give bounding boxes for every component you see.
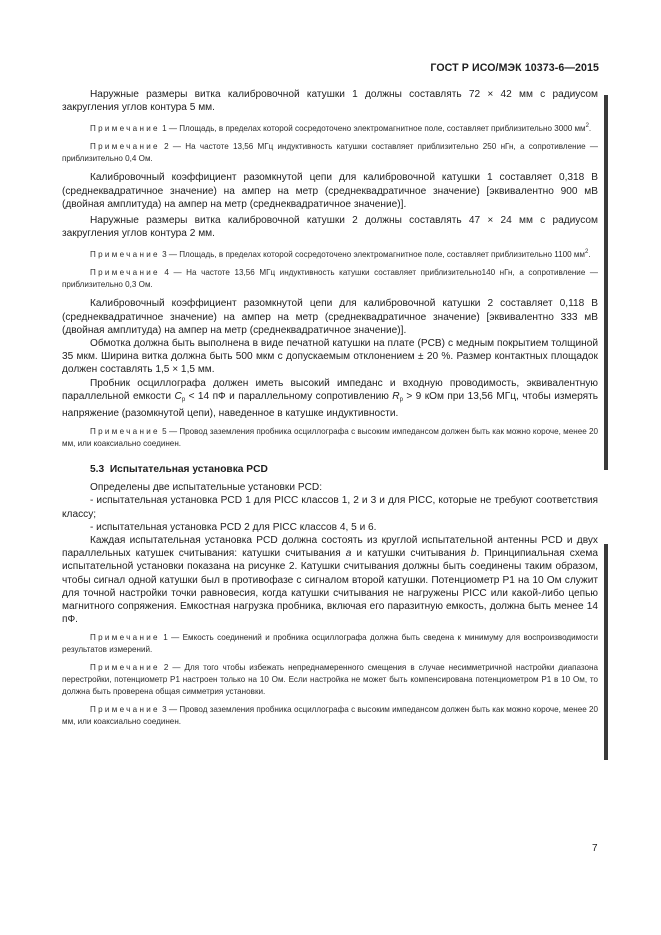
note-text: 5 — Провод заземления пробника осциллографа с высоким импедансом должен быть как можно короче, менее 20 мм, или коаксиально соединен. bbox=[62, 427, 598, 449]
paragraph: Наружные размеры витка калибровочной катушки 2 должны составлять 47 × 24 мм с радиусом закругления углов контура 2 мм. bbox=[62, 215, 598, 240]
page-content bbox=[62, 88, 598, 728]
italic-term: b bbox=[470, 548, 477, 560]
change-bar bbox=[604, 544, 608, 760]
page-number: 7 bbox=[592, 843, 598, 854]
section-number: 5.3 bbox=[90, 464, 105, 476]
document-header: ГОСТ Р ИСО/МЭК 10373-6—2015 bbox=[430, 62, 599, 74]
paragraph: Обмотка должна быть выполнена в виде печатной катушки на плате (PCB) с медным покрытием толщиной 35 мкм. Ширина витка должна быть 500 мкм с допускаемым отклонением ± 20 %. Размер контактных площадок должен составлять 1,5 × 1,5 мм. bbox=[62, 338, 598, 376]
note bbox=[62, 426, 598, 450]
paragraph: Калибровочный коэффициент разомкнутой цепи для калибровочной катушки 2 составляет 0,118 В (среднеквадратичное значение) на ампер на метр (среднеквадратичное значение) [эквивалентно 333 мВ (двойная амплитуда) на ампер на метр (среднеквадратичное значение)]. bbox=[62, 298, 598, 336]
note-text: 1 — Емкость соединений и пробника осциллографа должна быть сведена к минимуму для воспроизводимости результатов измерений. bbox=[62, 633, 598, 655]
paragraph bbox=[62, 534, 598, 626]
note-label: Примечание bbox=[90, 427, 160, 437]
text-run: и катушки считывания bbox=[351, 548, 471, 560]
note-text: 4 — На частоте 13,56 МГц индуктивность катушки составляет приблизительно140 нГн, а сопротивление — приблизительно 0,3 Ом. bbox=[62, 268, 598, 290]
symbol-cp: C bbox=[174, 390, 182, 402]
note-text: 3 — Провод заземления пробника осциллографа с высоким импедансом должен быть как можно короче, менее 20 мм, или коаксиально соединен. bbox=[62, 705, 598, 727]
note-text: 3 — Площадь, в пределах которой сосредоточено электромагнитное поле, составляет приблизительно 1100 мм bbox=[159, 250, 585, 260]
note bbox=[62, 662, 598, 698]
superscript: 2 bbox=[585, 123, 589, 130]
text-run: Каждая испытательная установка PCD должна состоять из круглой испытательной антенны PCD и двух параллельных катушек считывания: катушки считывания bbox=[62, 535, 598, 560]
superscript: 2 bbox=[584, 249, 589, 256]
note-label: Примечание bbox=[90, 663, 160, 673]
note-text: 2 — На частоте 13,56 МГц индуктивность катушки составляет приблизительно 250 нГн, а сопротивление — приблизительно 0,4 Ом. bbox=[62, 142, 598, 164]
change-bar bbox=[604, 95, 608, 470]
note-label: Примечание bbox=[90, 250, 160, 260]
note bbox=[62, 704, 598, 728]
subscript: p bbox=[181, 396, 186, 403]
italic-term: a bbox=[345, 548, 352, 560]
note bbox=[62, 267, 598, 291]
text-run: . Принципиальная схема испытательной установки показана на рисунке 2. Катушки считывания должны быть соединены таким образом, чтобы сигнал одной катушки был в противофазе с сигналом второй катушки. Потенциометр P1 на 10 Ом служит для точной настройки точки равновесия, когда катушки считывания не нагружены PICC или какой-либо цепью магнитного сопряжения. Емкостная нагрузка пробника, включая его паразитную емкость, должна быть менее 14 пФ. bbox=[62, 548, 598, 626]
symbol-rp: R bbox=[392, 390, 400, 402]
note-label: Примечание bbox=[90, 705, 160, 715]
text-run: > 9 кОм при 13,56 МГц, чтобы измерять напряжение (разомкнутой цепи), наведенное в катушке индуктивности. bbox=[62, 390, 598, 420]
note-label: Примечание bbox=[90, 142, 160, 152]
text-run: Пробник осциллографа должен иметь высокий импеданс и входную проводимость, эквивалентную параллельной емкости bbox=[62, 377, 598, 402]
paragraph: Калибровочный коэффициент разомкнутой цепи для калибровочной катушки 1 составляет 0,318 В (среднеквадратичное значение) на ампер на метр (среднеквадратичное значение) [эквивалентно 900 мВ (двойная амплитуда) на ампер на метр (среднеквадратичное значение)]. bbox=[62, 172, 598, 210]
note-text: 2 — Для того чтобы избежать непреднамеренного смещения в случае несимметричной настройки диапазона перестройки, потенциометр P1 настроен только на 10 Ом. Если настройка не может быть компенсирована потенциометром P1 в 10 Ом, то должна быть проверена общая симметрия установки. bbox=[62, 663, 598, 697]
subscript: p bbox=[399, 396, 403, 403]
note bbox=[62, 141, 598, 165]
list-item: - испытательная установка PCD 2 для PICC классов 4, 5 и 6. bbox=[90, 521, 377, 533]
paragraph: Наружные размеры витка калибровочной катушки 1 должны составлять 72 × 42 мм с радиусом закругления углов контура 5 мм. bbox=[62, 89, 598, 114]
section-heading bbox=[62, 464, 598, 475]
text-run: < 14 пФ и параллельному сопротивлению bbox=[185, 390, 393, 402]
note bbox=[62, 632, 598, 656]
note-label: Примечание bbox=[90, 268, 160, 278]
list-item: - испытательная установка PCD 1 для PICC классов 1, 2 и 3 и для PICC, которые не требуют соответствия классу; bbox=[62, 495, 598, 520]
note: Примечание 3 — Площадь, в пределах которой сосредоточено электромагнитное поле, составляет приблизительно 1100 $мм^2$. bbox=[90, 249, 591, 260]
paragraph bbox=[62, 377, 598, 421]
paragraph: Определены две испытательные установки PCD: bbox=[90, 482, 323, 494]
section-title: Испытательная установка PCD bbox=[109, 464, 268, 476]
note: Примечание 1 — Площадь, в пределах которой сосредоточено электромагнитное поле, составляет приблизительно 3000 $мм^2$. bbox=[90, 123, 592, 134]
note-label: Примечание bbox=[90, 633, 160, 643]
note-text: 1 — Площадь, в пределах которой сосредоточено электромагнитное поле, составляет приблизительно 3000 мм bbox=[159, 124, 586, 134]
note-label: Примечание bbox=[90, 124, 160, 134]
